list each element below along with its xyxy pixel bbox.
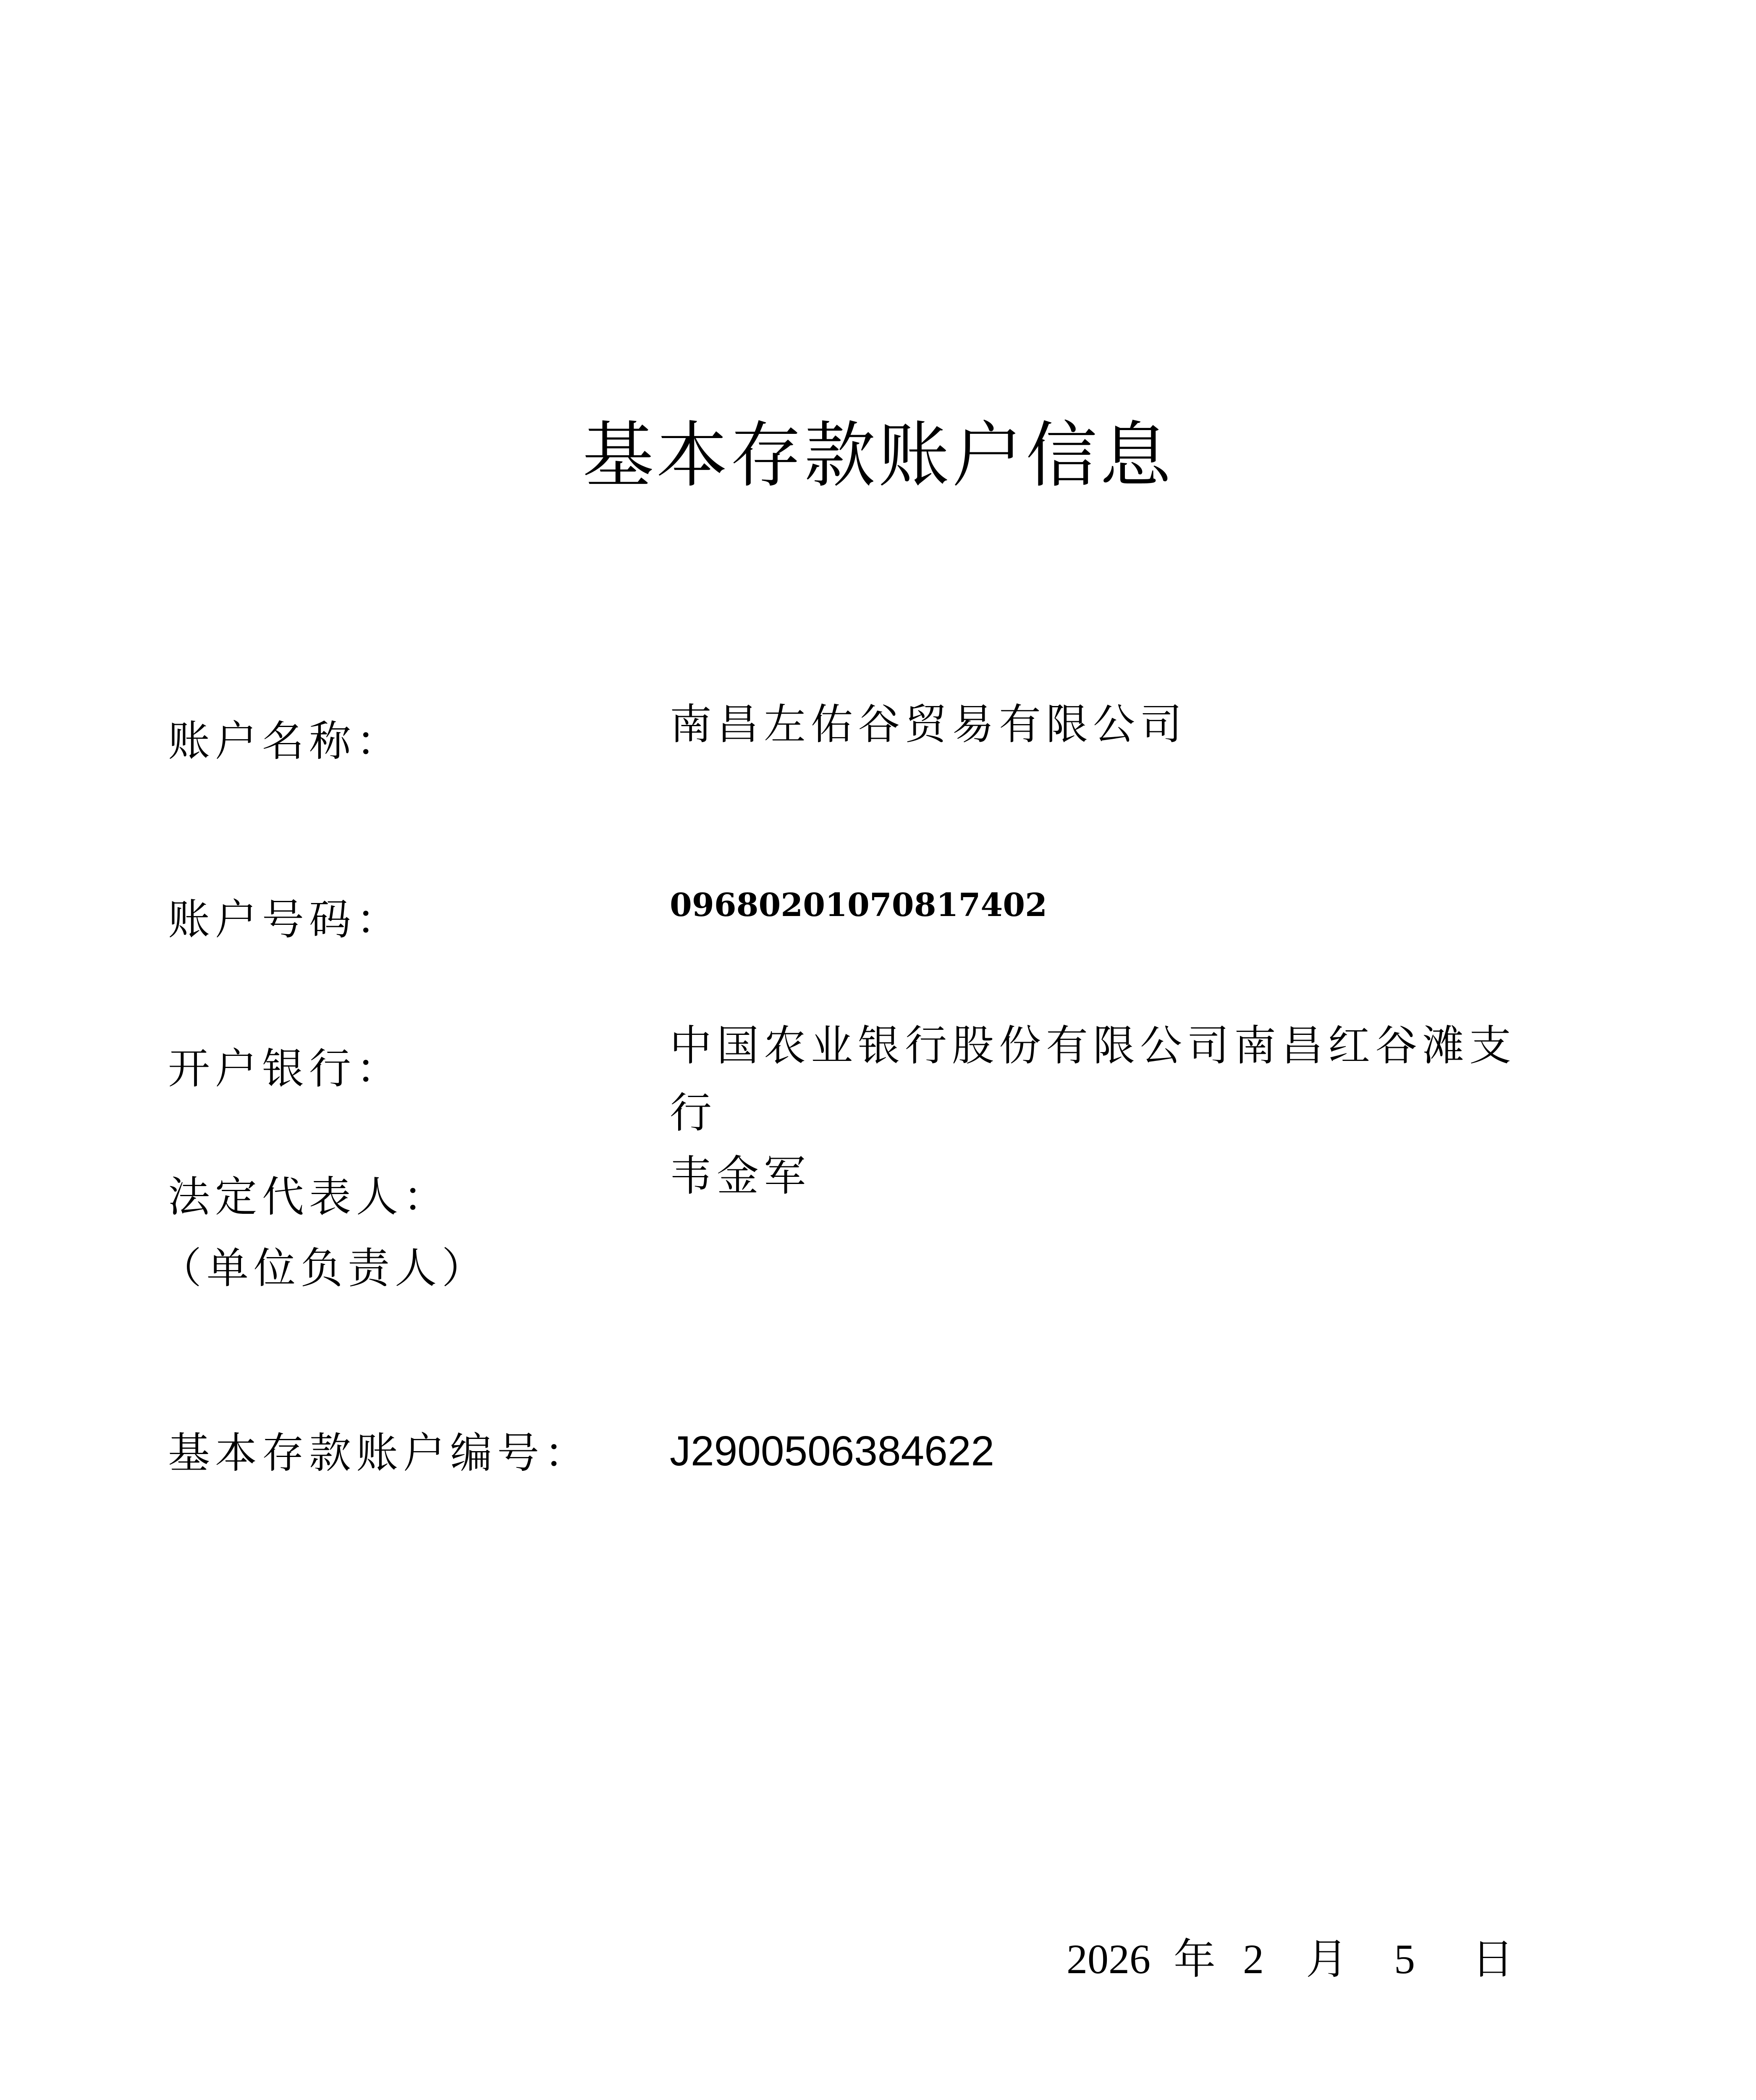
account-number-value: 09680201070817402 [670, 886, 1047, 924]
date-month: 2 [1243, 1936, 1264, 1982]
document-title: 基本存款账户信息 [582, 414, 1174, 497]
representative-sub-label: （单位负责人） [160, 1244, 489, 1293]
date-day-unit: 日 [1472, 1935, 1514, 1984]
date-day: 5 [1394, 1936, 1415, 1982]
representative-label: 法定代表人： [168, 1172, 450, 1221]
issue-date [1067, 1930, 1562, 1989]
date-year-unit: 年 [1174, 1935, 1216, 1984]
date-month-unit: 月 [1306, 1935, 1348, 1984]
account-name-label: 账户名称： [168, 717, 403, 766]
bank-value: 中国农业银行股份有限公司南昌红谷滩支行 [670, 1021, 1516, 1137]
bank-label: 开户银行： [168, 1044, 403, 1093]
account-number-label: 账户号码： [168, 895, 403, 944]
basic-account-no-label: 基本存款账户编号： [168, 1428, 591, 1478]
account-name-value: 南昌左佑谷贸易有限公司 [670, 700, 1187, 749]
basic-account-no-value: J2900506384622 [670, 1428, 994, 1475]
date-year: 2026 [1067, 1936, 1151, 1982]
representative-value: 韦金军 [670, 1151, 811, 1200]
